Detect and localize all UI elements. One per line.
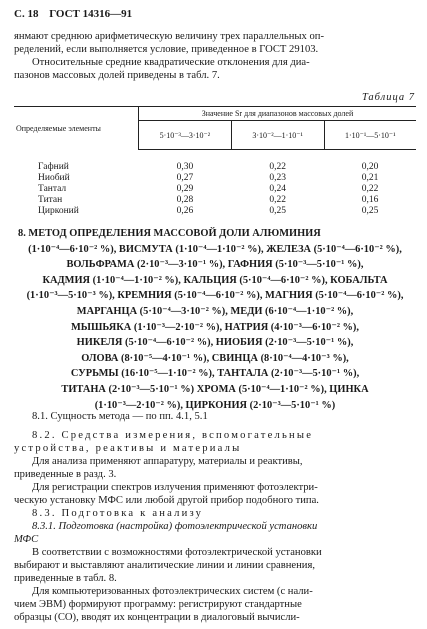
method-line: ВОЛЬФРАМА (2·10⁻³—3·10⁻¹ %), ГАФНИЯ (5·10⁻³—5·10⁻¹ %), (66, 259, 364, 271)
method-line: (1·10⁻³—2·10⁻² %), ЦИРКОНИЯ (2·10⁻³—5·10⁻¹ %) (94, 399, 336, 411)
method-line: МЫШЬЯКА (1·10⁻³—2·10⁻² %), НАТРИЯ (4·10⁻³—6·10⁻² %), (70, 321, 359, 333)
value-cell: 0,28 (176, 194, 194, 205)
element-name: Цирконий (38, 205, 79, 216)
value-cell: 0,27 (176, 172, 194, 183)
subheading: устройства, реактивы и материалы (14, 443, 242, 454)
subheading: МФС (14, 534, 39, 545)
paragraph: образцы (СО), вводят их концентрации в диалоговый вычисли- (14, 612, 300, 623)
value-cell: 0,22 (269, 194, 286, 205)
method-line: НИКЕЛЯ (5·10⁻⁴—6·10⁻² %), НИОБИЯ (2·10⁻³—5·10⁻¹ %), (76, 337, 354, 349)
intro-line: ределений, если выполняется условие, приведенное в ГОСТ 29103. (14, 44, 319, 55)
subheading: 8.2. Средства измерения, вспомогательные (32, 430, 314, 441)
method-line: ТИТАНА (2·10⁻³—5·10⁻¹ %) ХРОМА (5·10⁻⁴—1·10⁻² %), ЦИНКА (61, 383, 369, 395)
paragraph: Для регистрации спектров излучения применяют фотоэлектри- (32, 482, 318, 493)
paragraph: Для анализа применяют аппаратуру, материалы и реактивы, (32, 456, 303, 467)
section-title: 8. МЕТОД ОПРЕДЕЛЕНИЯ МАССОВОЙ ДОЛИ АЛЮМИНИЯ (18, 228, 321, 239)
method-line: (1·10⁻³—5·10⁻³ %), КРЕМНИЯ (5·10⁻⁴—6·10⁻² %), МАГНИЯ (5·10⁻⁴—6·10⁻² %), (26, 290, 404, 302)
paragraph: приведенные в разд. 3. (14, 469, 117, 480)
table-7 (14, 106, 416, 216)
value-cell: 0,25 (361, 205, 379, 216)
value-cell: 0,16 (361, 194, 379, 205)
value-cell: 0,29 (176, 183, 194, 194)
paragraph: ческую установку МФС или любой другой прибор подобного типа. (14, 495, 319, 506)
method-line: СУРЬМЫ (16·10⁻⁵—1·10⁻² %), ТАНТАЛА (2·10⁻³—5·10⁻¹ %), (70, 368, 360, 380)
table-row (14, 172, 416, 183)
element-name: Титан (38, 194, 63, 205)
section-8-heading (14, 226, 416, 413)
method-line: (1·10⁻⁴—6·10⁻² %), ВИСМУТА (1·10⁻⁴—1·10⁻² %), ЖЕЛЕЗА (5·10⁻⁴—6·10⁻² %), (28, 243, 402, 255)
value-cell: 0,25 (269, 205, 286, 216)
value-cell: 0,30 (176, 161, 194, 172)
table-caption: Таблица 7 (361, 92, 415, 103)
paragraph: выбирают и выставляют аналитические линии и линии сравнения, (14, 560, 315, 571)
range-header: 3·10⁻²—1·10⁻¹ (231, 121, 324, 150)
intro-line: пазонов массовых долей приведены в табл. 7. (14, 70, 220, 81)
table-row (14, 183, 416, 194)
method-line: ОЛОВА (8·10⁻⁵—4·10⁻¹ %), СВИНЦА (8·10⁻⁴—4·10⁻³ %), (81, 352, 349, 364)
page-header (14, 8, 140, 20)
value-cell: 0,23 (269, 172, 286, 183)
page-number: С. 18 (14, 8, 39, 20)
table-row (14, 194, 416, 205)
intro-paragraph (14, 30, 416, 82)
value-cell: 0,20 (361, 161, 379, 172)
value-column-header: Значение Sr для диапазонов массовых долей (139, 107, 417, 121)
table-row (14, 161, 416, 172)
element-name: Ниобий (38, 172, 70, 183)
intro-line: янмают среднюю арифметическую величину трех параллельных оп- (14, 31, 324, 42)
range-header: 5·10⁻³—3·10⁻² (139, 121, 232, 150)
range-header: 1·10⁻¹—5·10⁻¹ (324, 121, 416, 150)
element-name: Тантал (38, 183, 67, 194)
subheading: 8.3. Подготовка к анализу (32, 508, 204, 519)
paragraph: Для компьютеризованных фотоэлектрических систем (с нали- (32, 586, 313, 597)
section-body (14, 410, 416, 624)
value-cell: 0,24 (269, 183, 286, 194)
value-cell: 0,21 (361, 172, 379, 183)
method-line: КАДМИЯ (1·10⁻⁴—1·10⁻² %), КАЛЬЦИЯ (5·10⁻⁴—6·10⁻² %), КОБАЛЬТА (42, 274, 388, 286)
standard-code: ГОСТ 14316—91 (49, 8, 133, 20)
paragraph: В соответствии с возможностями фотоэлектрической установки (32, 547, 322, 558)
element-name: Гафний (38, 161, 69, 172)
table-row (14, 205, 416, 216)
subheading: 8.3.1. Подготовка (настройка) фотоэлектрической установки (32, 521, 318, 532)
paragraph: 8.1. Сущность метода — по пп. 4.1, 5.1 (32, 411, 208, 422)
value-cell: 0,22 (361, 183, 379, 194)
intro-line: Относительные средние квадратические отклонения для диа- (32, 57, 310, 68)
element-column-header: Определяемые элементы (14, 107, 139, 150)
value-cell: 0,22 (269, 161, 286, 172)
value-cell: 0,26 (176, 205, 194, 216)
method-line: МАРГАНЦА (5·10⁻⁴—3·10⁻² %), МЕДИ (6·10⁻⁴—1·10⁻² %), (76, 305, 354, 317)
paragraph: чием ЭВМ) формируют программу: регистрируют стандартные (14, 599, 302, 610)
paragraph: приведенные в табл. 8. (14, 573, 117, 584)
